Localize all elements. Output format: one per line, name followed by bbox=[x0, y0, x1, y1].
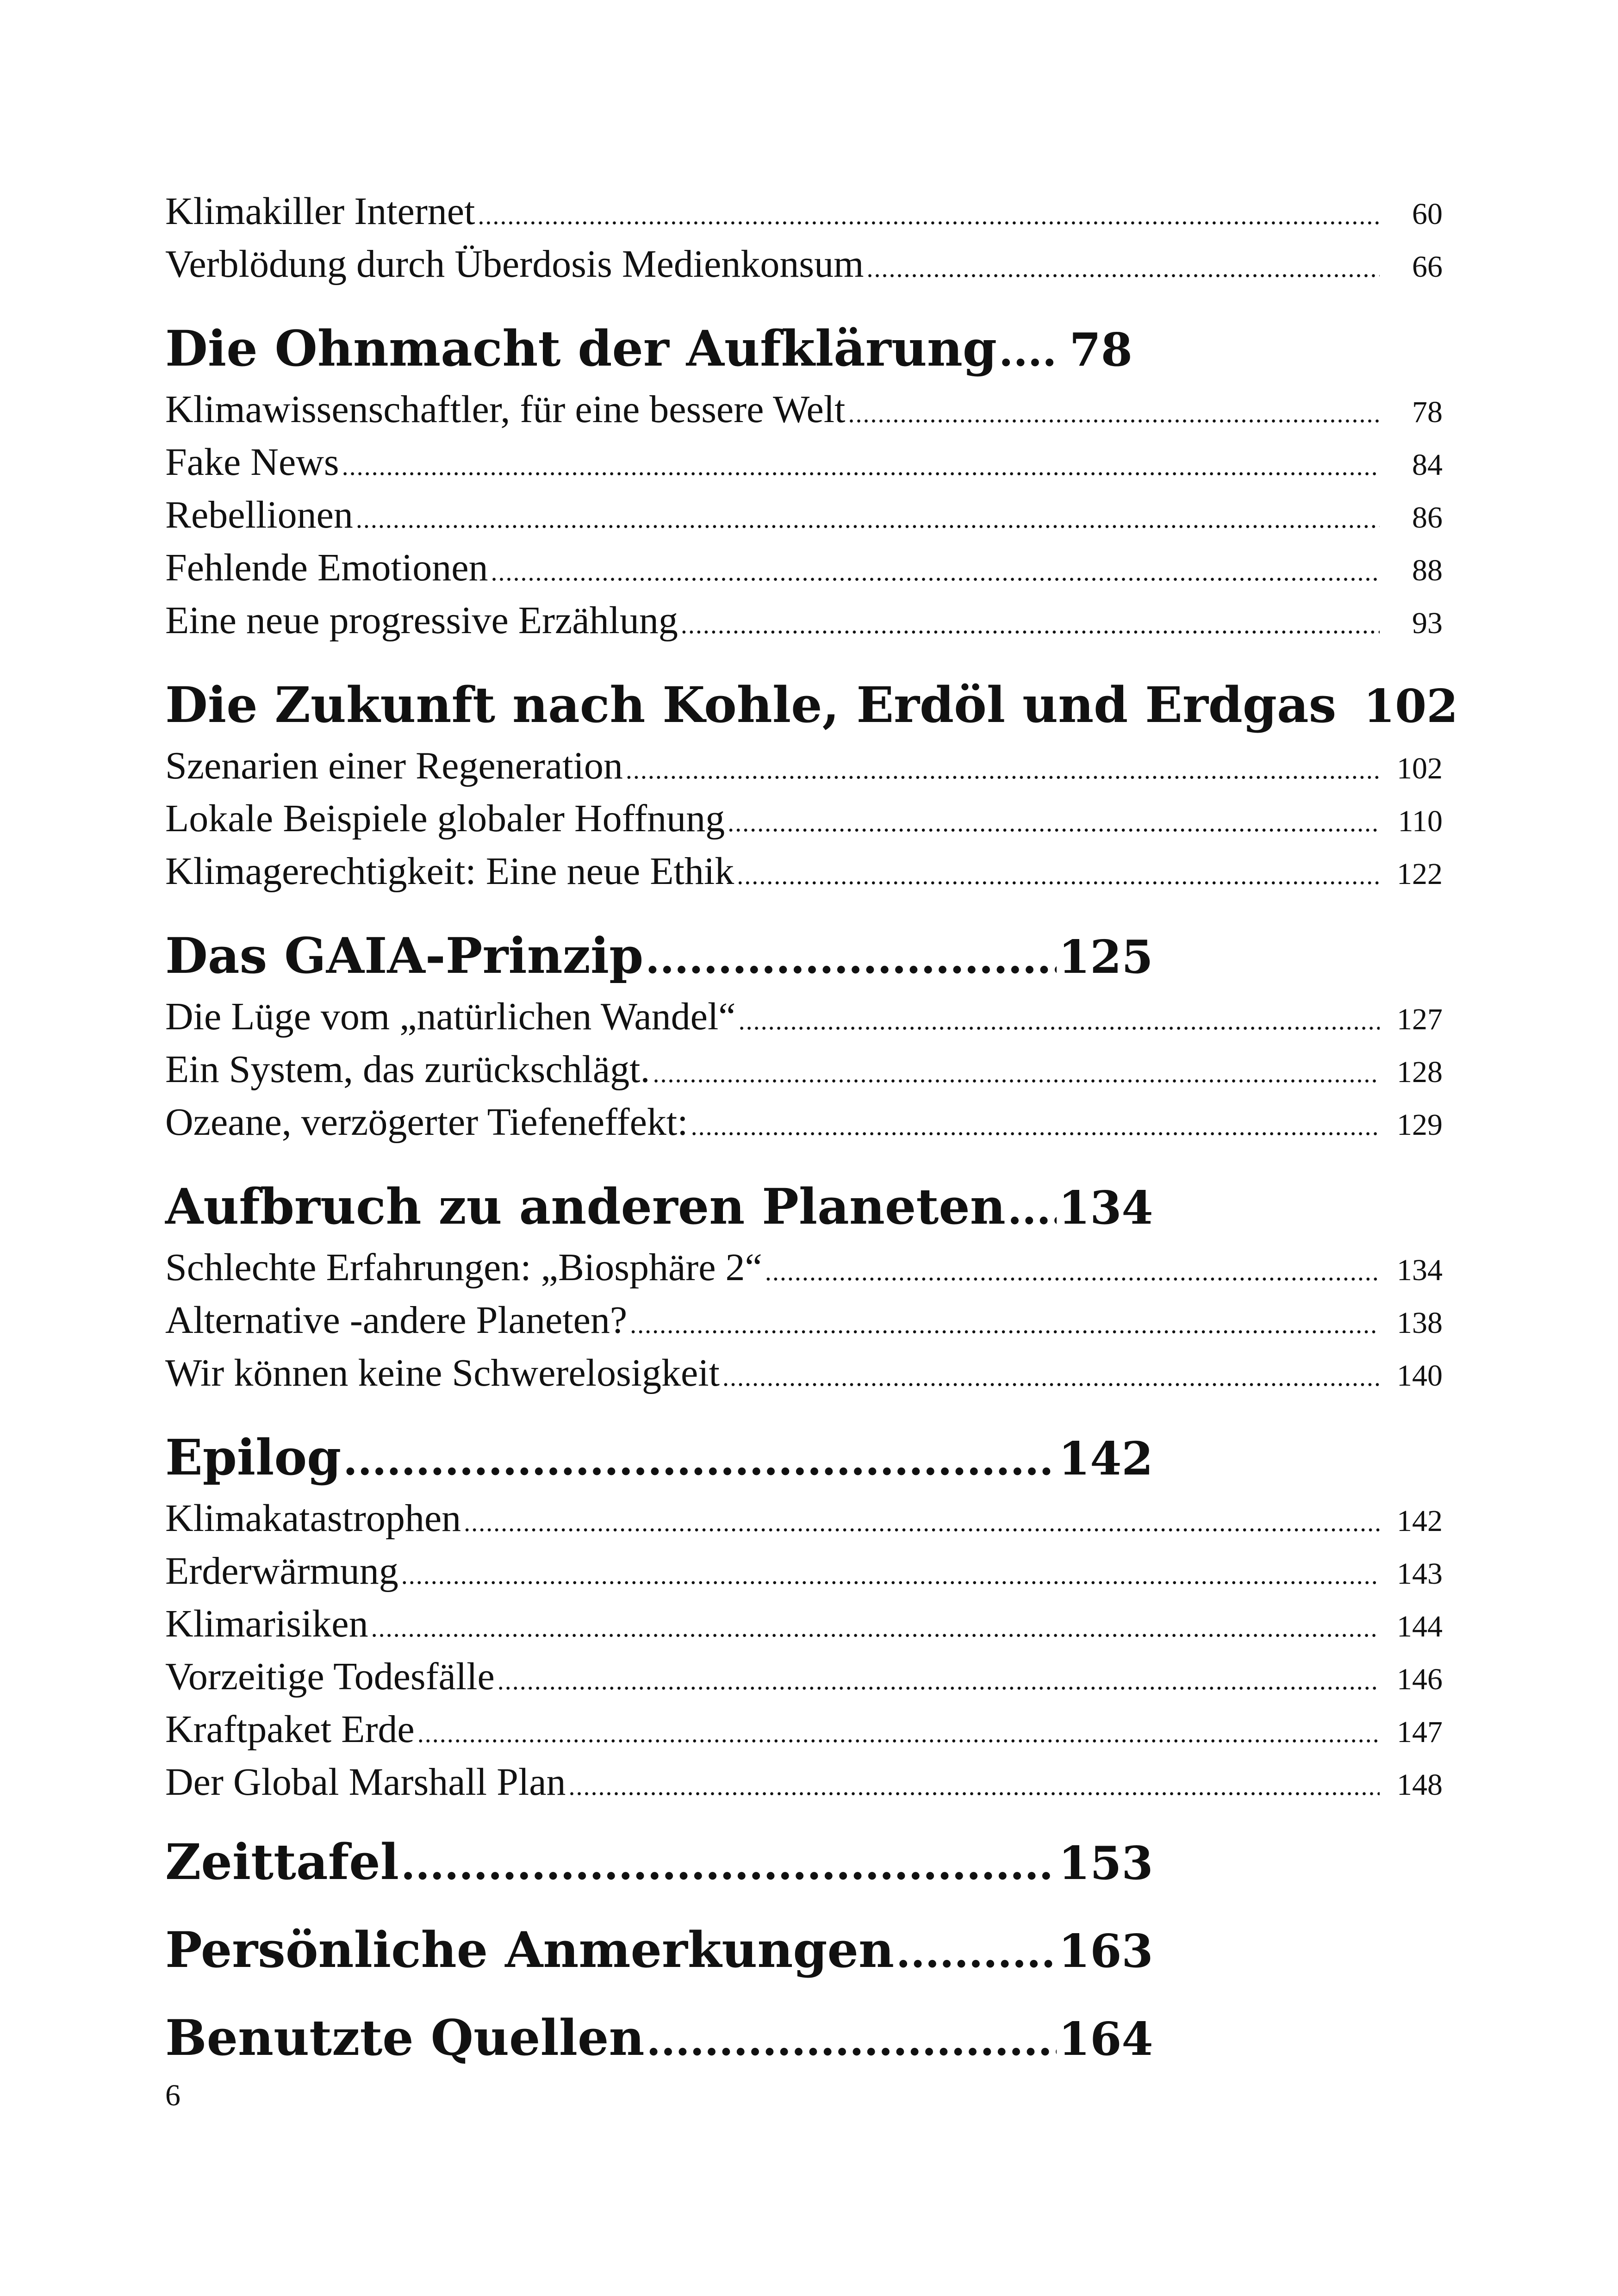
toc-entry-page: 128 bbox=[1397, 1055, 1443, 1089]
toc-chapter bbox=[165, 1827, 1153, 1897]
toc-chapter bbox=[165, 1423, 1153, 1492]
toc-chapter bbox=[165, 1915, 1153, 1985]
toc-entry bbox=[165, 1598, 1443, 1650]
toc-chapter-page: 142 bbox=[1058, 1432, 1153, 1486]
toc-entry-title: Fehlende Emotionen bbox=[165, 546, 488, 589]
toc-entry-title: Lokale Beispiele globaler Hoffnung bbox=[165, 797, 725, 840]
toc-entry-page: 110 bbox=[1398, 804, 1443, 838]
toc-entry-page: 129 bbox=[1397, 1108, 1443, 1142]
toc-entry bbox=[165, 740, 1443, 792]
toc-chapter-page: 164 bbox=[1058, 2013, 1153, 2066]
toc-entry-title: Kraftpaket Erde bbox=[165, 1708, 415, 1751]
dot-leader bbox=[343, 1425, 1057, 1495]
toc-entry-title: Erderwärmung bbox=[165, 1549, 398, 1593]
toc-chapter-title: Das GAIA-Prinzip bbox=[165, 927, 644, 984]
toc-chapter-page: 125 bbox=[1058, 931, 1153, 984]
toc-chapter bbox=[165, 921, 1153, 990]
toc-entry-page: 66 bbox=[1412, 250, 1443, 284]
toc-entry-page: 86 bbox=[1412, 501, 1443, 535]
toc-chapter-page: 153 bbox=[1058, 1837, 1153, 1890]
toc-chapter-title: Die Ohnmacht der Aufklärung bbox=[165, 319, 997, 377]
toc-entry-page: 144 bbox=[1397, 1610, 1443, 1643]
toc-entry bbox=[165, 1347, 1443, 1400]
toc-entry-title: Vorzeitige Todesfälle bbox=[165, 1655, 495, 1698]
toc-entry-title: Schlechte Erfahrungen: „Biosphäre 2“ bbox=[165, 1246, 762, 1289]
dot-leader bbox=[356, 493, 1380, 546]
toc-entry bbox=[165, 238, 1443, 291]
dot-leader bbox=[691, 1100, 1380, 1153]
toc-entry-title: Klimakatastrophen bbox=[165, 1497, 461, 1540]
toc-entry-title: Rebellionen bbox=[165, 493, 353, 536]
toc-chapter bbox=[165, 1172, 1153, 1241]
toc-entry bbox=[165, 990, 1443, 1043]
dot-leader bbox=[568, 1760, 1380, 1813]
toc-entry bbox=[165, 489, 1443, 541]
dot-leader bbox=[1008, 1175, 1057, 1244]
toc-entry-page: 88 bbox=[1412, 554, 1443, 587]
toc-entry bbox=[165, 1043, 1443, 1096]
toc-entry-title: Klimakiller Internet bbox=[165, 190, 475, 233]
toc-entry-page: 138 bbox=[1397, 1306, 1443, 1340]
dot-leader bbox=[866, 242, 1380, 295]
toc-chapter-title: Persönliche Anmerkungen bbox=[165, 1921, 895, 1979]
toc-entry-title: Eine neue progressive Erzählung bbox=[165, 599, 678, 642]
dot-leader bbox=[401, 1549, 1380, 1602]
toc-entry-title: Ein System, das zurückschlägt. bbox=[165, 1048, 650, 1091]
toc-entry-page: 147 bbox=[1397, 1715, 1443, 1749]
table-of-contents bbox=[165, 185, 1458, 2072]
toc-entry bbox=[165, 1241, 1443, 1294]
toc-entry bbox=[165, 383, 1443, 436]
dot-leader bbox=[647, 2006, 1057, 2075]
toc-entry bbox=[165, 1492, 1443, 1545]
toc-entry-title: Die Lüge vom „natürlichen Wandel“ bbox=[165, 995, 736, 1038]
toc-entry-title: Wir können keine Schwerelosigkeit bbox=[165, 1351, 720, 1394]
toc-chapter-title: Die Zukunft nach Kohle, Erdöl und Erdgas bbox=[165, 676, 1337, 734]
dot-leader bbox=[478, 189, 1380, 242]
page-number: 6 bbox=[165, 2078, 180, 2112]
dot-leader bbox=[765, 1245, 1380, 1298]
dot-leader bbox=[342, 440, 1380, 493]
dot-leader bbox=[728, 796, 1380, 849]
dot-leader bbox=[999, 317, 1057, 386]
toc-entry bbox=[165, 436, 1443, 489]
toc-entry bbox=[165, 594, 1443, 647]
toc-entry bbox=[165, 1545, 1443, 1598]
toc-chapter-title: Aufbruch zu anderen Planeten bbox=[165, 1177, 1006, 1235]
toc-chapter bbox=[165, 314, 1133, 383]
toc-entry-page: 78 bbox=[1412, 395, 1443, 429]
toc-entry-page: 60 bbox=[1412, 197, 1443, 231]
toc-entry bbox=[165, 1756, 1443, 1809]
toc-entry-page: 146 bbox=[1397, 1662, 1443, 1696]
toc-entry-page: 143 bbox=[1397, 1557, 1443, 1591]
toc-entry-page: 122 bbox=[1397, 857, 1443, 891]
toc-entry bbox=[165, 541, 1443, 594]
toc-entry-title: Klimagerechtigkeit: Eine neue Ethik bbox=[165, 850, 734, 893]
dot-leader bbox=[371, 1602, 1380, 1655]
toc-entry-page: 142 bbox=[1397, 1504, 1443, 1538]
dot-leader bbox=[848, 387, 1380, 440]
dot-leader bbox=[896, 1918, 1057, 1987]
toc-entry-page: 127 bbox=[1397, 1002, 1443, 1036]
toc-chapter-page: 78 bbox=[1069, 324, 1133, 377]
toc-entry-page: 148 bbox=[1397, 1768, 1443, 1802]
toc-entry-title: Fake News bbox=[165, 441, 339, 484]
toc-chapter bbox=[165, 670, 1458, 740]
toc-entry-title: Klimarisiken bbox=[165, 1602, 368, 1645]
toc-entry-title: Szenarien einer Regeneration bbox=[165, 744, 623, 787]
toc-chapter-page: 134 bbox=[1058, 1182, 1153, 1235]
toc-chapter-page: 102 bbox=[1363, 680, 1458, 733]
toc-chapter-title: Zeittafel bbox=[165, 1833, 399, 1891]
toc-entry bbox=[165, 1294, 1443, 1347]
dot-leader bbox=[491, 546, 1380, 598]
dot-leader bbox=[401, 1830, 1057, 1899]
toc-entry bbox=[165, 1650, 1443, 1703]
toc-entry-page: 84 bbox=[1412, 448, 1443, 482]
dot-leader bbox=[737, 849, 1380, 902]
dot-leader bbox=[630, 1298, 1380, 1351]
dot-leader bbox=[464, 1496, 1380, 1549]
toc-entry-title: Ozeane, verzögerter Tiefeneffekt: bbox=[165, 1101, 688, 1144]
toc-entry-page: 134 bbox=[1397, 1253, 1443, 1287]
toc-entry bbox=[165, 185, 1443, 238]
toc-entry-title: Klimawissenschaftler, für eine bessere Welt bbox=[165, 388, 846, 431]
dot-leader bbox=[626, 744, 1380, 796]
toc-entry-title: Der Global Marshall Plan bbox=[165, 1761, 566, 1804]
dot-leader bbox=[417, 1707, 1380, 1760]
toc-entry-page: 140 bbox=[1397, 1359, 1443, 1393]
dot-leader bbox=[739, 995, 1380, 1047]
toc-entry bbox=[165, 845, 1443, 898]
toc-entry bbox=[165, 1703, 1443, 1756]
toc-entry bbox=[165, 1096, 1443, 1149]
toc-chapter bbox=[165, 2003, 1153, 2072]
dot-leader bbox=[653, 1047, 1380, 1100]
toc-chapter-title: Epilog bbox=[165, 1428, 342, 1486]
dot-leader bbox=[722, 1351, 1380, 1404]
toc-entry-page: 102 bbox=[1397, 752, 1443, 785]
toc-entry-page: 93 bbox=[1412, 606, 1443, 640]
toc-chapter-page: 163 bbox=[1058, 1925, 1153, 1978]
toc-entry bbox=[165, 792, 1443, 845]
dot-leader bbox=[498, 1655, 1380, 1707]
toc-chapter-title: Benutzte Quellen bbox=[165, 2009, 645, 2066]
dot-leader bbox=[645, 924, 1057, 993]
toc-entry-title: Alternative -andere Planeten? bbox=[165, 1299, 628, 1342]
dot-leader bbox=[681, 598, 1380, 651]
toc-entry-title: Verblödung durch Überdosis Medienkonsum bbox=[165, 243, 864, 286]
